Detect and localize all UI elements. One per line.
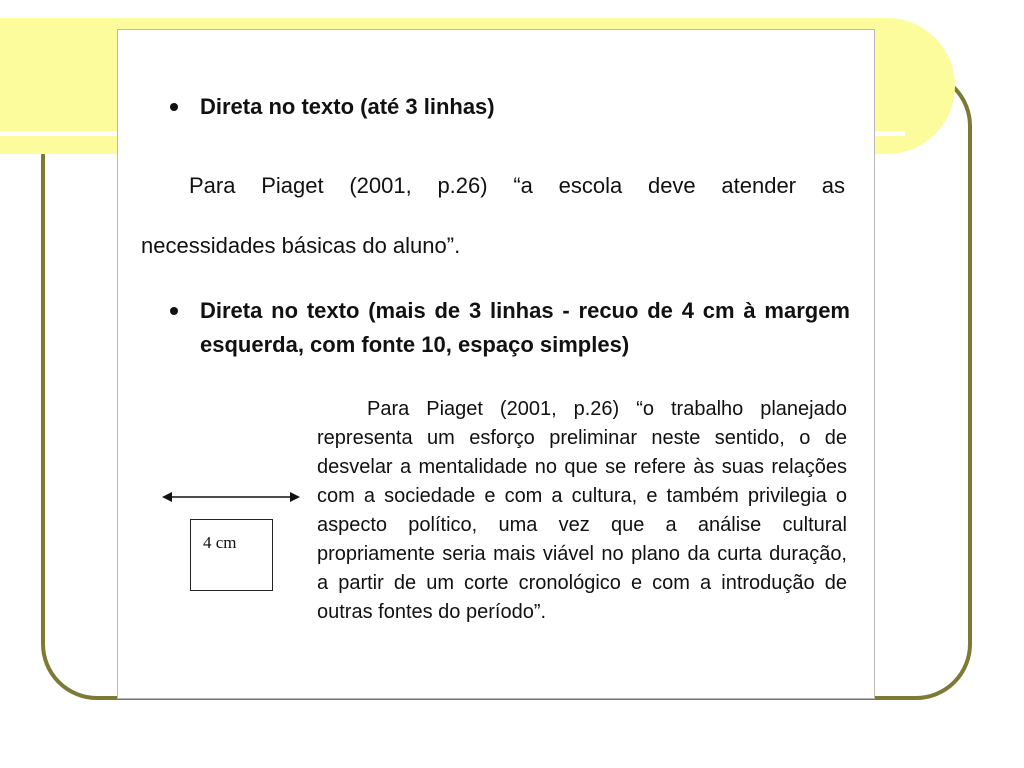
example-paragraph-line-1: Para Piaget (2001, p.26) “a escola deve atender as xyxy=(189,173,845,198)
heading-long-quote: Direta no texto (mais de 3 linhas - recuo de 4 cm à margem esquerda, com fonte 10, espaço simples) xyxy=(200,298,850,357)
indent-label: 4 cm xyxy=(203,533,237,552)
double-arrow-icon xyxy=(162,490,300,504)
block-quote: Para Piaget (2001, p.26) “o trabalho planejado representa um esforço preliminar neste sentido, o de desvelar a mentalidade no que se refere às suas relações com a sociedade e com a cultura, e também privilegia o aspecto político, uma vez que a análise cultural propriamente seria mais viável no plano da curta duração, a partir de um corte cronológico e com a introdução de outras fontes do período”. xyxy=(317,398,847,623)
example-paragraph xyxy=(141,156,845,276)
indent-measure-box xyxy=(190,519,273,591)
bullet-item-short-quote xyxy=(170,90,840,124)
bullet-item-long-quote xyxy=(170,294,850,362)
bullet-dot-icon xyxy=(170,307,178,315)
document-image xyxy=(117,29,875,699)
heading-short-quote: Direta no texto (até 3 linhas) xyxy=(200,94,495,119)
example-paragraph-line-2: necessidades básicas do aluno”. xyxy=(141,233,461,258)
bullet-dot-icon xyxy=(170,103,178,111)
